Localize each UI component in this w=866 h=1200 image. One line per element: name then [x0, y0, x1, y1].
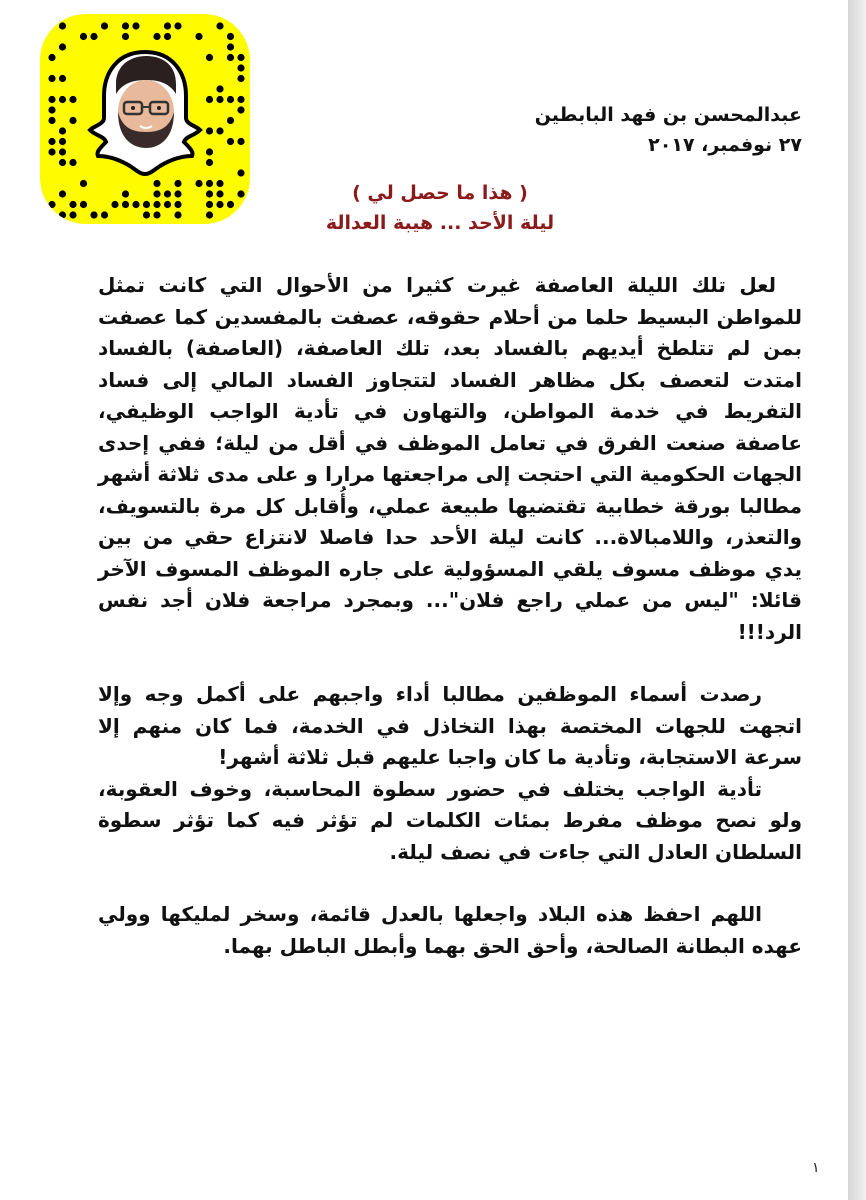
snapcode-dot: [122, 190, 129, 197]
snapcode-dot: [59, 96, 66, 103]
paragraph-3: تأدية الواجب يختلف في حضور سطوة المحاسبة، وخوف العقوبة، ولو نصح موظف مفرط بمئات الكلمات لم تؤثر فيه كما تؤثر سطوة السلطان العادل التي جاءت في نصف ليلة.: [98, 776, 802, 864]
title-line-1: ( هذا ما حصل لي ): [352, 182, 528, 204]
snapcode-dot: [122, 33, 129, 40]
snapcode-dot: [101, 22, 108, 29]
snapcode-icon: [40, 14, 250, 224]
avatar-face-icon: [90, 52, 200, 174]
snapcode-dot: [216, 201, 223, 208]
snapcode-dot: [143, 201, 150, 208]
snapcode-dot: [80, 33, 87, 40]
snapcode-dot: [216, 22, 223, 29]
snapcode-dot: [237, 190, 244, 197]
snapcode-dot: [237, 138, 244, 145]
snapcode-dot: [237, 211, 244, 218]
snapcode-dot: [206, 180, 213, 187]
snapcode-dot: [69, 159, 76, 166]
snapcode-dot: [48, 106, 55, 113]
author-name: عبدالمحسن بن فهد البابطين: [534, 104, 802, 126]
article-body: [98, 270, 802, 962]
title-line-2: ليلة الأحد ... هيبة العدالة: [325, 212, 555, 234]
snapcode-dot: [195, 33, 202, 40]
snapcode-dot: [59, 127, 66, 134]
title-block: [250, 178, 630, 238]
snapcode-dot: [122, 201, 129, 208]
snapcode-dot: [227, 117, 234, 124]
snapcode-dot: [132, 201, 139, 208]
snapcode-dot: [59, 190, 66, 197]
snapcode-dot: [206, 190, 213, 197]
snapcode-dot: [143, 211, 150, 218]
snapcode-dot: [48, 75, 55, 82]
snapcode-dot: [237, 75, 244, 82]
snapcode-dots: [40, 14, 250, 224]
snapcode-dot: [48, 138, 55, 145]
snapcode-dot: [206, 127, 213, 134]
snapcode-dot: [206, 96, 213, 103]
snapcode-dot: [59, 75, 66, 82]
snapcode-dot: [59, 138, 66, 145]
snapcode-dot: [48, 148, 55, 155]
snapcode-dot: [59, 159, 66, 166]
snapcode-dot: [174, 180, 181, 187]
snapcode-dot: [174, 211, 181, 218]
snapcode-dot: [122, 22, 129, 29]
snapcode-dot: [69, 96, 76, 103]
snapcode-dot: [206, 201, 213, 208]
snapcode-dot: [48, 211, 55, 218]
snapcode-dot: [227, 138, 234, 145]
snapcode-dot: [132, 22, 139, 29]
snapcode-dot: [153, 33, 160, 40]
snapcode-dot: [174, 190, 181, 197]
snapcode-dot: [69, 211, 76, 218]
snapcode-dot: [216, 180, 223, 187]
paragraph-2: رصدت أسماء الموظفين مطالبا أداء واجبهم على أكمل وجه وإلا اتجهت للجهات المختصة بهذا التخاذل في الخدمة، فما كان منهم إلا سرعة الاستجابة، وتأدية ما كان واجبا عليهم قبل ثلاثة أشهر!: [98, 682, 802, 769]
snapcode-dot: [237, 22, 244, 29]
snapcode-dot: [227, 96, 234, 103]
snapcode-dot: [153, 201, 160, 208]
snapcode-dot: [206, 211, 213, 218]
snapcode-dot: [174, 201, 181, 208]
paragraph-4: اللهم احفظ هذه البلاد واجعلها بالعدل قائمة، وسخر لمليكها وولي عهده البطانة الصالحة، وأحق الحق بهما وأبطل الباطل بهما.: [98, 902, 802, 958]
snapcode-dot: [153, 190, 160, 197]
snapcode-dot: [216, 127, 223, 134]
snapcode-dot: [153, 180, 160, 187]
snapcode-dot: [164, 201, 171, 208]
snapcode-dot: [59, 148, 66, 155]
snapcode-dot: [237, 54, 244, 61]
snapcode-dot: [216, 85, 223, 92]
snapcode-dot: [48, 117, 55, 124]
snapcode-dot: [206, 54, 213, 61]
snapcode-dot: [216, 96, 223, 103]
snapcode-dot: [237, 169, 244, 176]
snapcode-dot: [237, 96, 244, 103]
snapcode-dot: [59, 43, 66, 50]
page-edge-shadow: [848, 0, 866, 1200]
snapcode-dot: [174, 22, 181, 29]
snapcode-dot: [90, 211, 97, 218]
snapcode-dot: [237, 64, 244, 71]
paragraph-1: لعل تلك الليلة العاصفة غيرت كثيرا من الأحوال التي كانت تمثل للمواطن البسيط حلما من أحلام حقوقه، عصفت بالمفسدين كما عصفت بمن لم تتلطخ أيديهم بالفساد بعد، تلك العاصفة، (العاصفة) بالفساد امتدت لتعصف بكل مظاهر الفساد لتتجاوز الفساد المالي إلى فساد التفريط في خدمة المواطن، والتهاون في تأدية الواجب الوظيفي، عاصفة صنعت الفرق في تعامل الموظف في أقل من ليلة؛ ففي إحدى الجهات الحكومية التي احتجت إلى مراجعتها مرارا و على مدى ثلاثة أشهر مطالبا بورقة خطابية تقتضيها طبيعة عملي، وأُقابل كل مرة بالتسويف، والتعذر، واللامبالاة... كانت ليلة الأحد حدا فاصلا لانتزاع حقي من بين يدي موظف مسوف يلقي المسؤولية على جاره الموظف المسوف الآخر قائلا: "ليس من عملي راجع فلان"... وبمجرد مراجعة فلان أجد نفس الرد!!!: [98, 273, 802, 644]
snapcode-dot: [227, 54, 234, 61]
snapcode-dot: [153, 211, 160, 218]
snapcode-dot: [48, 96, 55, 103]
snapcode-dot: [227, 201, 234, 208]
page-number: ١: [812, 1160, 820, 1176]
snapcode-dot: [195, 180, 202, 187]
snapcode-dot: [80, 180, 87, 187]
snapcode-dot: [216, 190, 223, 197]
snapcode-dot: [206, 148, 213, 155]
document-date: ٢٧ نوفمبر، ٢٠١٧: [648, 134, 802, 156]
snapcode-dot: [101, 211, 108, 218]
snapcode-dot: [48, 201, 55, 208]
snapcode-dot: [80, 201, 87, 208]
snapcode-dot: [48, 54, 55, 61]
snapcode-dot: [90, 33, 97, 40]
snapcode-dot: [227, 43, 234, 50]
snapcode-dot: [69, 201, 76, 208]
snapcode-dot: [164, 190, 171, 197]
snapcode-dot: [164, 22, 171, 29]
snapcode-dot: [59, 22, 66, 29]
snapcode-dot: [59, 211, 66, 218]
snapcode-dot: [206, 159, 213, 166]
snapcode-dot: [164, 33, 171, 40]
snapcode-dot: [111, 201, 118, 208]
snapcode-dot: [227, 33, 234, 40]
author-block: [535, 100, 802, 160]
snapcode-dot: [69, 117, 76, 124]
snapcode-dot: [237, 106, 244, 113]
